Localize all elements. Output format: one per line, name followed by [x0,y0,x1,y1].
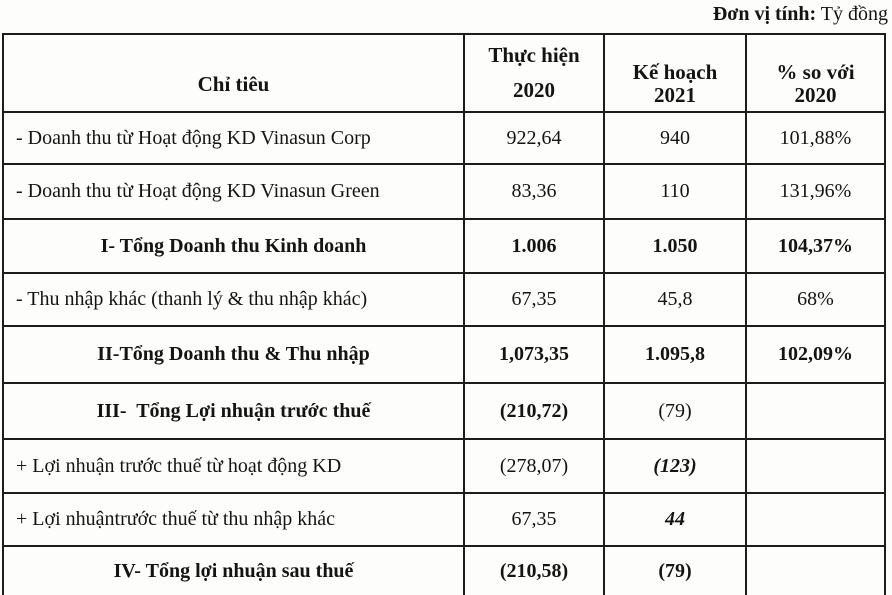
cell-thuc-hien-2020: 67,35 [464,273,604,326]
column-header-thuc-hien-2020 [464,34,604,112]
table-row-doanh-thu-vinasun-corp [3,112,885,164]
unit-note [713,3,888,26]
column-header-pct-line1: % so với [776,59,855,84]
column-header-thuc-hien-line1: Thực hiện [488,43,580,67]
column-header-thuc-hien-line2: 2020 [513,78,555,102]
cell-ke-hoach-2021: 45,8 [604,273,746,326]
cell-pct-so-voi-2020: 68% [746,273,885,326]
column-header-ke-hoach-2021 [604,34,746,112]
table-row-tong-doanh-thu-kinh-doanh [3,219,885,273]
cell-thuc-hien-2020: 1.006 [464,219,604,273]
unit-note-label: Đơn vị tính: [712,3,817,25]
cell-ke-hoach-2021: 1.095,8 [604,326,746,383]
cell-pct-so-voi-2020: 102,09% [746,326,885,383]
table-row-tong-doanh-thu-va-thu-nhap [3,326,885,383]
row-label: I- Tổng Doanh thu Kinh doanh [3,219,464,273]
table-row-tong-loi-nhuan-sau-thue [3,546,885,595]
column-header-chi-tieu [3,34,464,112]
cell-pct-so-voi-2020: 101,88% [746,112,885,164]
row-label: - Doanh thu từ Hoạt động KD Vinasun Corp [3,112,464,164]
cell-ke-hoach-2021: (79) [604,546,746,595]
column-header-chi-tieu-text: Chỉ tiêu [197,72,270,96]
cell-ke-hoach-2021: (123) [604,439,746,493]
cell-thuc-hien-2020: 922,64 [464,112,604,164]
column-header-ke-hoach-line2: 2021 [654,82,696,107]
row-label: II-Tổng Doanh thu & Thu nhập [3,326,464,383]
cell-pct-so-voi-2020: 104,37% [746,219,885,273]
cell-ke-hoach-2021: (79) [604,383,746,439]
unit-note-value: Tỷ đồng [820,3,888,25]
financial-plan-table [2,33,886,595]
row-label: + Lợi nhuận trước thuế từ hoạt động KD [3,439,464,493]
cell-pct-so-voi-2020 [746,546,885,595]
cell-pct-so-voi-2020 [746,493,885,546]
table-header-row [3,34,885,112]
cell-thuc-hien-2020: (210,72) [464,383,604,439]
cell-ke-hoach-2021: 44 [604,493,746,546]
cell-pct-so-voi-2020 [746,439,885,493]
table-row-tong-loi-nhuan-truoc-thue [3,383,885,439]
row-label: + Lợi nhuậntrước thuế từ thu nhập khác [3,493,464,546]
column-header-pct-line2: 2020 [794,82,837,107]
row-label: III- Tổng Lợi nhuận trước thuế [3,383,464,439]
cell-pct-so-voi-2020: 131,96% [746,164,885,219]
table-row-loi-nhuan-truoc-thue-thu-nhap-khac [3,493,885,546]
cell-thuc-hien-2020: 1,073,35 [464,326,604,383]
cell-pct-so-voi-2020 [746,383,885,439]
cell-thuc-hien-2020: 83,36 [464,164,604,219]
table-row-loi-nhuan-truoc-thue-kd [3,439,885,493]
row-label: IV- Tổng lợi nhuận sau thuế [3,546,464,595]
cell-ke-hoach-2021: 110 [604,164,746,219]
cell-thuc-hien-2020: 67,35 [464,493,604,546]
row-label: - Thu nhập khác (thanh lý & thu nhập khác) [3,273,464,326]
cell-ke-hoach-2021: 1.050 [604,219,746,273]
row-label: - Doanh thu từ Hoạt động KD Vinasun Green [3,164,464,219]
column-header-pct-so-voi-2020 [746,34,885,112]
cell-ke-hoach-2021: 940 [604,112,746,164]
cell-thuc-hien-2020: (278,07) [464,439,604,493]
table-row-doanh-thu-vinasun-green [3,164,885,219]
table-row-thu-nhap-khac [3,273,885,326]
cell-thuc-hien-2020: (210,58) [464,546,604,595]
column-header-ke-hoach-line1: Kế hoạch [632,59,718,84]
